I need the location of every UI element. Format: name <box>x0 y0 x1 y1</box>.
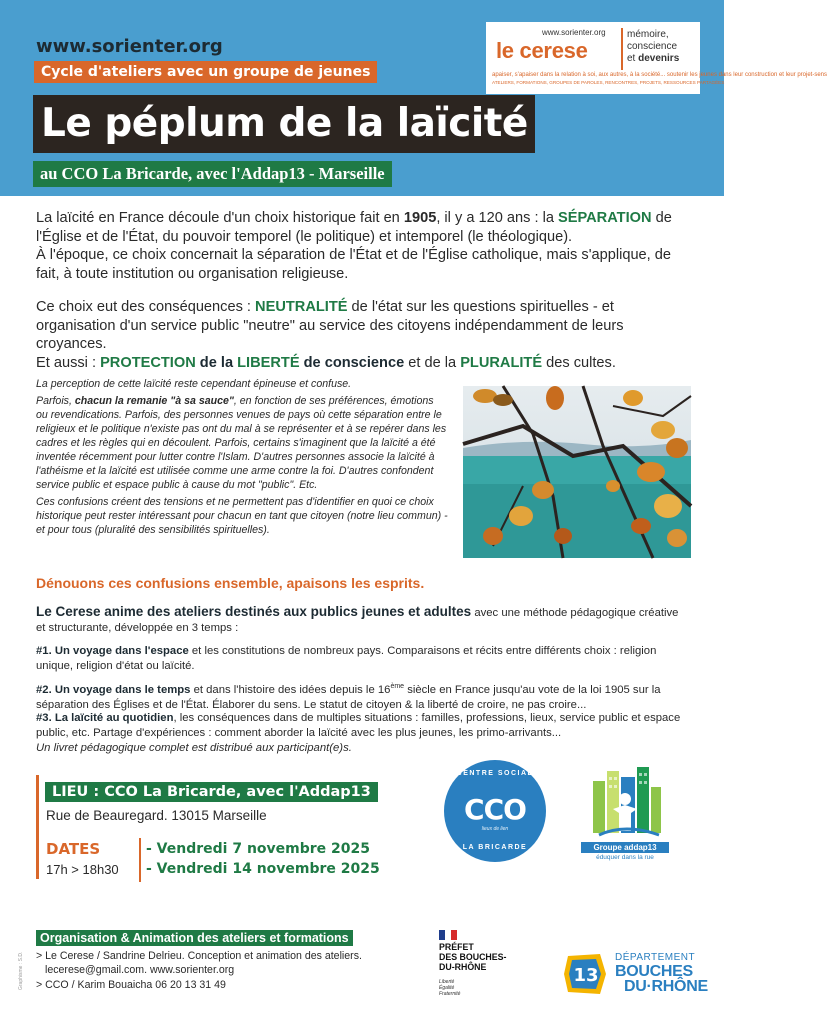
addap13-caption-2: éduquer dans la rue <box>596 854 654 861</box>
date-2: - Vendredi 14 novembre 2025 <box>146 861 380 877</box>
site-url[interactable]: www.sorienter.org <box>36 36 223 57</box>
cerese-logo-name: le cerese <box>496 38 588 63</box>
departement-label: DÉPARTEMENT <box>615 952 696 963</box>
call-to-action-heading: Dénouons ces confusions ensemble, apaisons les esprits. <box>36 575 425 591</box>
cco-logo-top: CENTRE SOCIAL <box>456 770 534 777</box>
hours: 17h > 18h30 <box>46 862 119 877</box>
departement-name-2: DU·RHÔNE <box>624 978 708 995</box>
departement-logo <box>562 944 708 1010</box>
addap13-buildings-icon <box>579 765 671 841</box>
header-banner <box>0 0 827 196</box>
protection-keyword: PROTECTION <box>100 354 196 371</box>
cco-logo-main: CCO <box>464 793 526 826</box>
autumn-leaves-photo <box>463 386 691 558</box>
cco-logo-bottom: LA BRICARDE <box>462 844 528 851</box>
prefet-motto: Liberté Égalité Fraternité <box>439 979 461 997</box>
cerese-logo-divider <box>621 28 623 70</box>
liberte-keyword: LIBERTÉ <box>237 354 300 371</box>
cco-logo <box>444 760 546 862</box>
cco-logo-tag: lieux de lien <box>481 826 509 832</box>
pluralite-keyword: PLURALITÉ <box>460 354 543 371</box>
french-flag-icon <box>439 930 457 940</box>
page-title: Le péplum de la laïcité <box>33 95 535 153</box>
atelier-step-1: #1. Un voyage dans l'espace et les constitutions de nombreux pays. Comparaisons et récits entre différents choix : religion unique, religion d'état ou laïcité. <box>36 645 657 672</box>
addap13-logo <box>579 765 671 863</box>
departement-13-icon <box>562 950 610 998</box>
atelier-step-3: #3. La laïcité au quotidien, les conséquences dans de multiples situations : familles, professions, lieux, service public et espace public, etc. Partage d'expériences : comment aborder la laïcité avec les plus jeunes, les primo-arrivants... <box>36 712 681 739</box>
departement-name-1: BOUCHES <box>615 963 693 980</box>
credit-contact[interactable]: lecerese@gmail.com. www.sorienter.org <box>45 964 235 976</box>
cerese-motto-2: conscience <box>627 41 678 52</box>
graphics-credit: Graphisme : S.D. <box>18 951 24 990</box>
addap13-caption: Groupe addap13 <box>581 842 669 853</box>
perception-text: La perception de cette laïcité reste cependant épineuse et confuse. Parfois, chacun la remanie "à sa sauce", en fonction de ses préférences, émotions ou revendications. Parfois, des personnes venues de pays où cette séparation entre le religieux et le politique n'existe pas ont du mal à se représenter et à se repérer dans les cadres et les règles qui en découlent. Parfois, certains s'imaginent que la laïcité a été inventée récemment pour lutter contre l'Islam. D'autres personnes associe la laïcité à l'athéisme et la laïcité est utilisée comme une arme contre la foi. D'autres confondent service public et espace public à cause du mot "public". Etc. Ces confusions créent des tensions et ne permettent pas d'identifier en quoi ce choix historique peut rester intéressant pour chacun en tant que citoyen (notre lieu commun) - et pour tous (pluralité des sensibilités spirituelles). <box>36 378 448 536</box>
lieu-address: Rue de Beauregard. 13015 Marseille <box>46 808 267 823</box>
credit-cco: > CCO / Karim Bouaicha 06 20 13 31 49 <box>36 979 226 991</box>
cerese-motto-3: et devenirs <box>627 53 680 64</box>
lieu-accent-bar <box>36 775 39 879</box>
prefet-logo <box>437 928 527 1008</box>
prefet-line-3: DU-RHÔNE <box>439 962 487 972</box>
atelier-step-2: #2. Un voyage dans le temps et dans l'histoire des idées depuis le 16ème siècle en France jusqu'au vote de la loi 1905 sur la séparation des Églises et de l'État. Élaborer du sens. Le statut de citoyen & la liberté de croire, ne pas croire... <box>36 683 661 711</box>
intro-paragraph: La laïcité en France découle d'un choix historique fait en 1905, il y a 120 ans : la SÉPARATION de l'Église et de l'État, du pouvoir temporel (le politique) et intemporel (le théologique). À l'époque, ce choix concernait la séparation de l'État et de l'Église catholique, mais s'applique, de fait, à toute institution ou organisation religieuse. <box>36 210 672 282</box>
livret-note: Un livret pédagogique complet est distribué aux participant(e)s. <box>36 742 352 754</box>
dates-label: DATES <box>46 840 101 858</box>
neutralite-keyword: NEUTRALITÉ <box>255 299 348 315</box>
dates-divider <box>139 838 141 882</box>
consequences-paragraph: Ce choix eut des conséquences : NEUTRALITÉ de l'état sur les questions spirituelles - et organisation d'un service public "neutre" au service des citoyens indépendamment de leurs croyances. Et aussi : PROTECTION de la LIBERTÉ de conscience et de la PLURALITÉ des cultes. <box>36 299 624 371</box>
ateliers-intro: Le Cerese anime des ateliers destinés aux publics jeunes et adultes avec une méthode pédagogique créative et structurante, développée en 3 temps : <box>36 604 679 634</box>
page-subtitle: au CCO La Bricarde, avec l'Addap13 - Marseille <box>33 161 392 187</box>
cerese-logo <box>486 22 827 94</box>
cycle-label: Cycle d'ateliers avec un groupe de jeunes <box>34 61 377 83</box>
credit-cerese: > Le Cerese / Sandrine Delrieu. Conception et animation des ateliers. <box>36 950 362 962</box>
organisation-label: Organisation & Animation des ateliers et formations <box>36 930 353 946</box>
svg-text:13: 13 <box>573 965 599 986</box>
cerese-tagline-small: ATELIERS, FORMATIONS, GROUPES DE PAROLES, RENCONTRES, PROJETS, RESSOURCES PARTAGÉES <box>492 80 725 85</box>
prefet-line-1: PRÉFET <box>439 942 474 952</box>
cerese-logo-url: www.sorienter.org <box>542 28 606 37</box>
separation-keyword: SÉPARATION <box>558 210 652 226</box>
cerese-motto-1: mémoire, <box>627 29 669 40</box>
date-1: - Vendredi 7 novembre 2025 <box>146 841 370 857</box>
lieu-label: LIEU : CCO La Bricarde, avec l'Addap13 <box>45 782 378 802</box>
prefet-line-2: DES BOUCHES- <box>439 952 507 962</box>
cerese-tagline: apaiser, s'apaiser dans la relation à soi, aux autres, à la société... soutenir les jeunes dans leur construction et leur projet-sens <box>492 72 827 78</box>
